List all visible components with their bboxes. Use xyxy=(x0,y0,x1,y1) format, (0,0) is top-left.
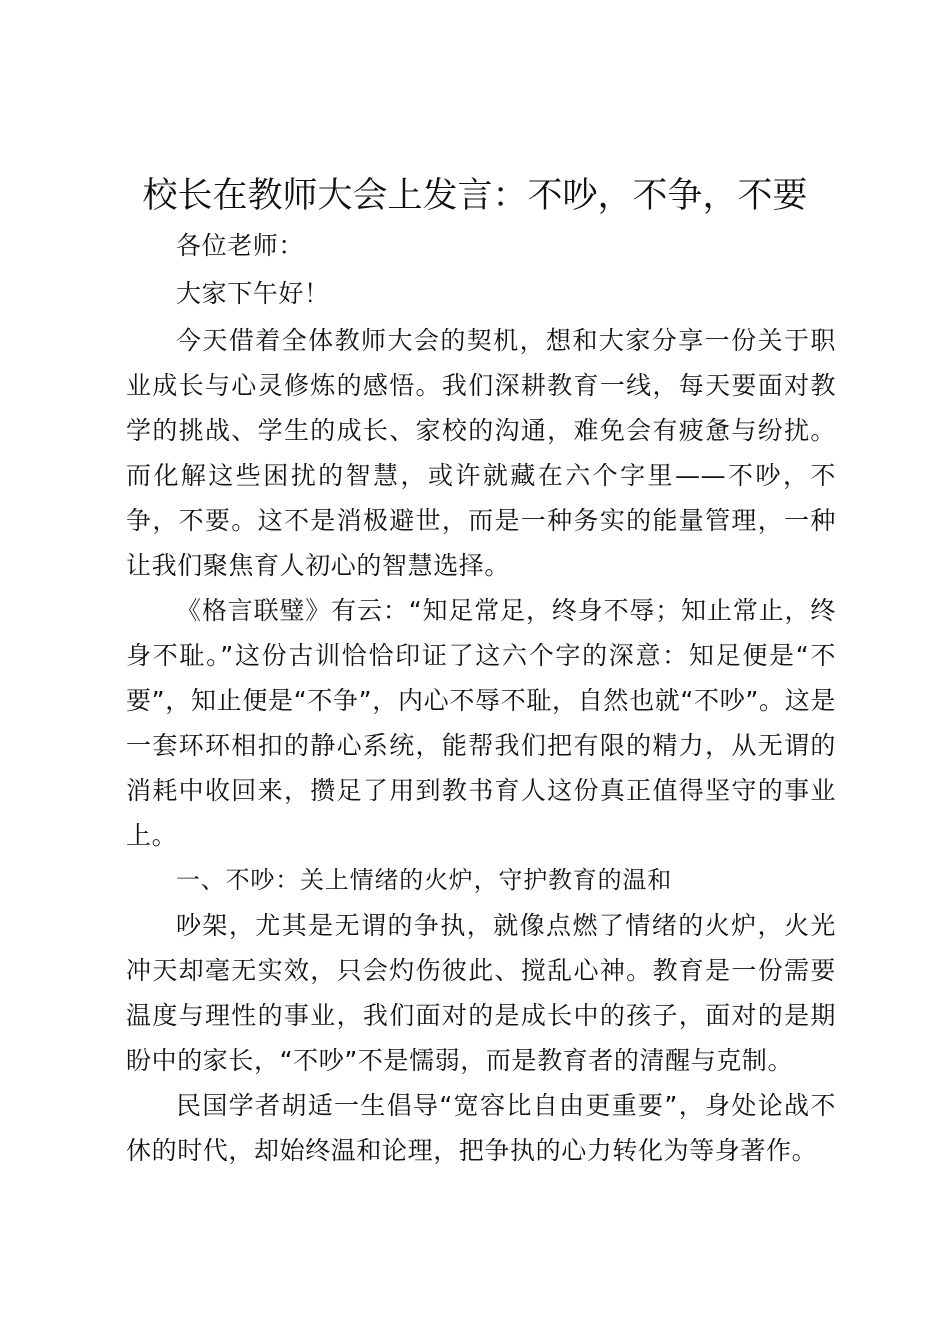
paragraph-quote: 《格言联璧》有云：“知足常足，终身不辱；知止常止，终身不耻。”这份古训恰恰印证了这六个字的深意：知足便是“不要”，知止便是“不争”，内心不辱不耻，自然也就“不吵”。这是一套环环相扣的静心系统，能帮我们把有限的精力，从无谓的消耗中收回来，攒足了用到教书育人这份真正值得坚守的事业上。 xyxy=(126,596,836,850)
paragraph-no-quarrel: 吵架，尤其是无谓的争执，就像点燃了情绪的火炉，火光冲天却毫无实效，只会灼伤彼此、搅乱心神。教育是一份需要温度与理性的事业，我们面对的是成长中的孩子，面对的是期盼中的家长，“不吵”不是懦弱，而是教育者的清醒与克制。 xyxy=(126,911,836,1075)
paragraph-hu-shi: 民国学者胡适一生倡导“宽容比自由更重要”，身处论战不休的时代，却始终温和论理，把争执的心力转化为等身著作。 xyxy=(126,1091,836,1165)
section-heading: 一、不吵：关上情绪的火炉，守护教育的温和 xyxy=(176,866,672,894)
paragraph-intro: 今天借着全体教师大会的契机，想和大家分享一份关于职业成长与心灵修炼的感悟。我们深耕教育一线，每天要面对教学的挑战、学生的成长、家校的沟通，难免会有疲惫与纷扰。而化解这些困扰的智慧，或许就藏在六个字里——不吵，不争，不要。这不是消极避世，而是一种务实的能量管理，一种让我们聚焦育人初心的智慧选择。 xyxy=(126,326,836,580)
salutation: 各位老师： xyxy=(176,231,305,260)
document-body xyxy=(126,222,836,1173)
greeting: 大家下午好！ xyxy=(176,279,330,308)
page-title: 校长在教师大会上发言：不吵，不争，不要 xyxy=(142,176,808,216)
